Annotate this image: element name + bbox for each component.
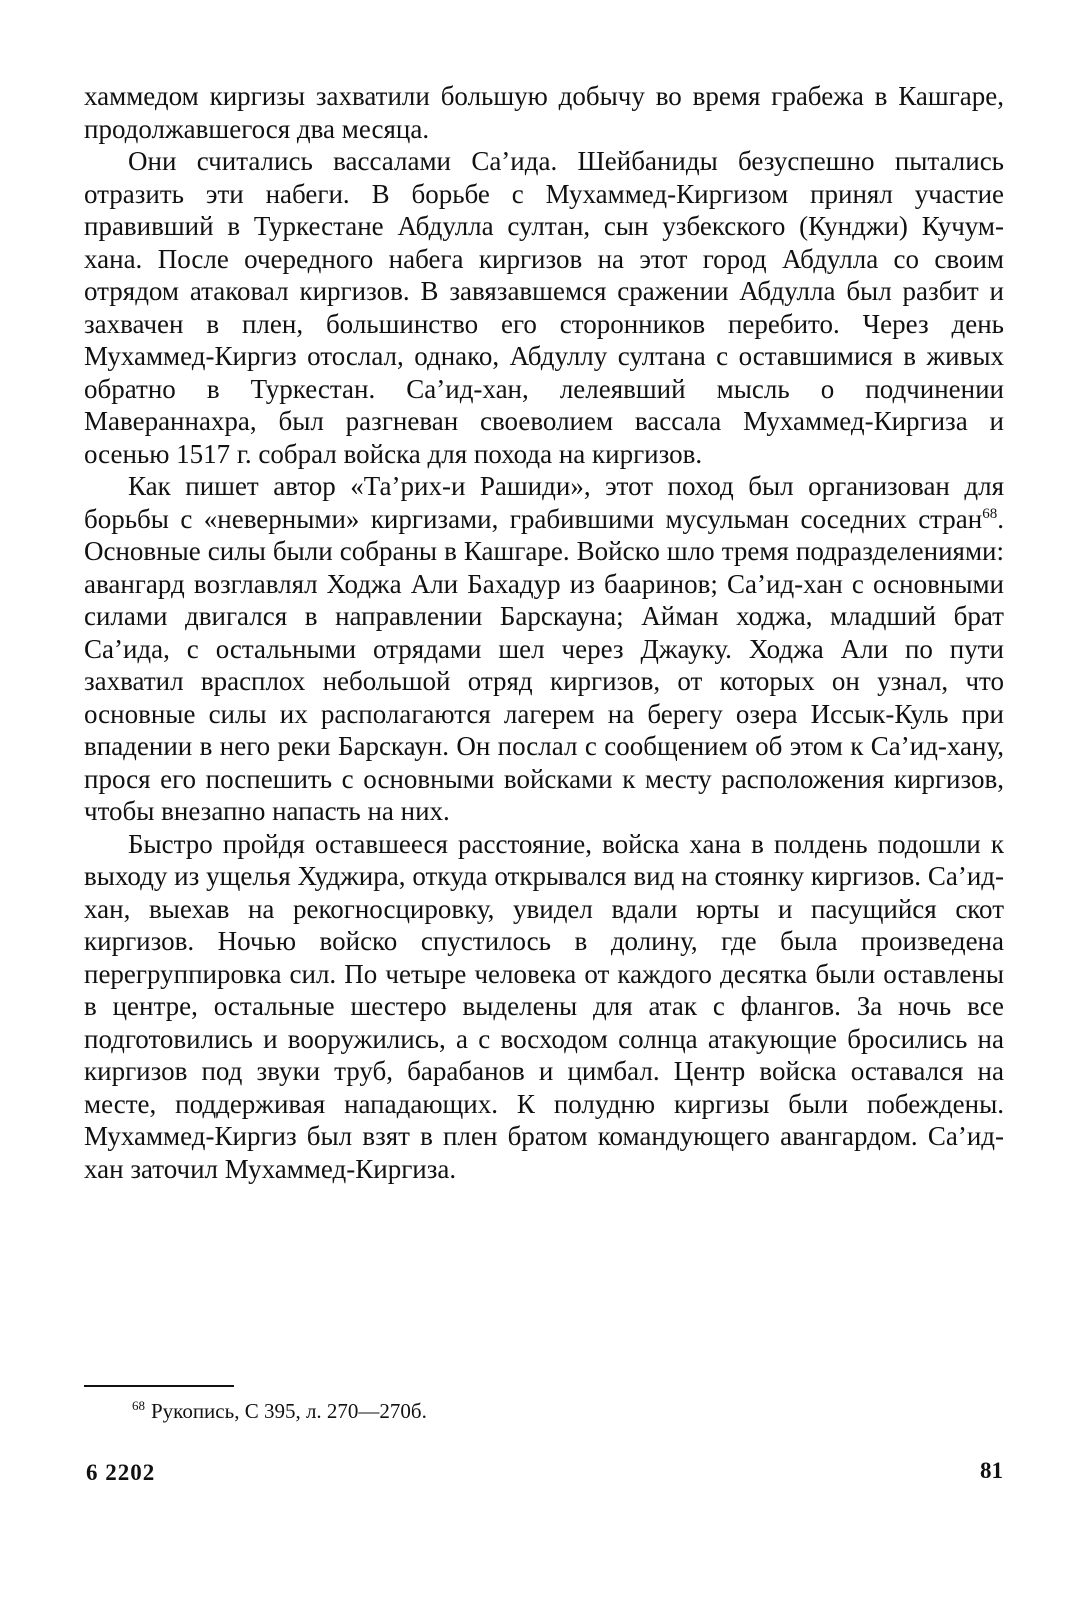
footnote-divider	[84, 1385, 234, 1387]
footnote	[132, 1398, 427, 1424]
printer-signature: 6 2202	[86, 1460, 156, 1485]
paragraph-campaign	[84, 470, 1004, 828]
paragraph-campaign-start: Как пишет автор «Та’рих-и Рашиди», этот поход был организован для борьбы с «неверными» киргизами, грабившими мусульман соседних стран	[84, 471, 1004, 534]
footnote-mark: 68	[132, 1398, 145, 1413]
page-number: 81	[980, 1458, 1003, 1483]
paragraph-vassals: Они считались вассалами Са’ида. Шейбаниды безуспешно пытались отразить эти набеги. В борьбе с Мухаммед-Киргизом принял участие правивший в Туркестане Абдулла султан, сын узбекского (Кунджи) Кучум-хана. После очередного набега киргизов на этот город Абдулла со своим отрядом атаковал киргизов. В завязавшемся сражении Абдулла был разбит и захвачен в плен, большинство его сторонников перебито. Через день Мухаммед-Киргиз отослал, однако, Абдуллу султана с оставшимися в живых обратно в Туркестан. Са’ид-хан, лелеявший мысль о подчинении Мавераннахра, был разгневан своеволием вассала Мухаммед-Киргиза и осенью 1517 г. собрал войска для похода на киргизов.	[84, 146, 1004, 469]
paragraph-campaign-rest: . Основные силы были собраны в Кашгаре. Войско шло тремя подразделениями: авангард возглавлял Ходжа Али Бахадур из бааринов; Са’ид-хан с основными силами двигался в направлении Барскауна; Айман ходжа, младший брат Са’ида, с остальными отрядами шел через Джауку. Ходжа Али по пути захватил врасплох небольшой отряд киргизов, от которых он узнал, что основные силы их располагаются лагерем на берегу озера Иссык-Куль при впадении в него реки Барскаун. Он послал с сообщением об этом к Са’ид-хану, прося его поспешить с основными войсками к месту расположения киргизов, чтобы внезапно напасть на них.	[84, 503, 1004, 826]
footnote-text: Рукопись, С 395, л. 270—270б.	[151, 1399, 427, 1423]
paragraph-battle: Быстро пройдя оставшееся расстояние, войска хана в полдень подошли к выходу из ущелья Худжира, откуда открывался вид на стоянку киргизов. Са’ид-хан, выехав на рекогносцировку, увидел вдали юрты и пасущийся скот киргизов. Ночью войско спустилось в долину, где была произведена перегруппировка сил. По четыре человека от каждого десятка были оставлены в центре, остальные шестеро выделены для атак с флангов. За ночь все подготовились и вооружились, а с восходом солнца атакующие бросились на киргизов под звуки труб, барабанов и цимбал. Центр войска оставался на месте, поддерживая нападающих. К полудню киргизы были побеждены. Мухаммед-Киргиз был взят в плен братом командующего авангардом. Са’ид-хан заточил Мухаммед-Киргиза.	[84, 828, 1004, 1184]
footnote-reference: 68	[982, 505, 998, 522]
main-text	[84, 80, 1004, 1185]
paragraph-continued: хаммедом киргизы захватили большую добычу во время грабежа в Кашгаре, продолжавшегося два месяца.	[84, 81, 1004, 144]
